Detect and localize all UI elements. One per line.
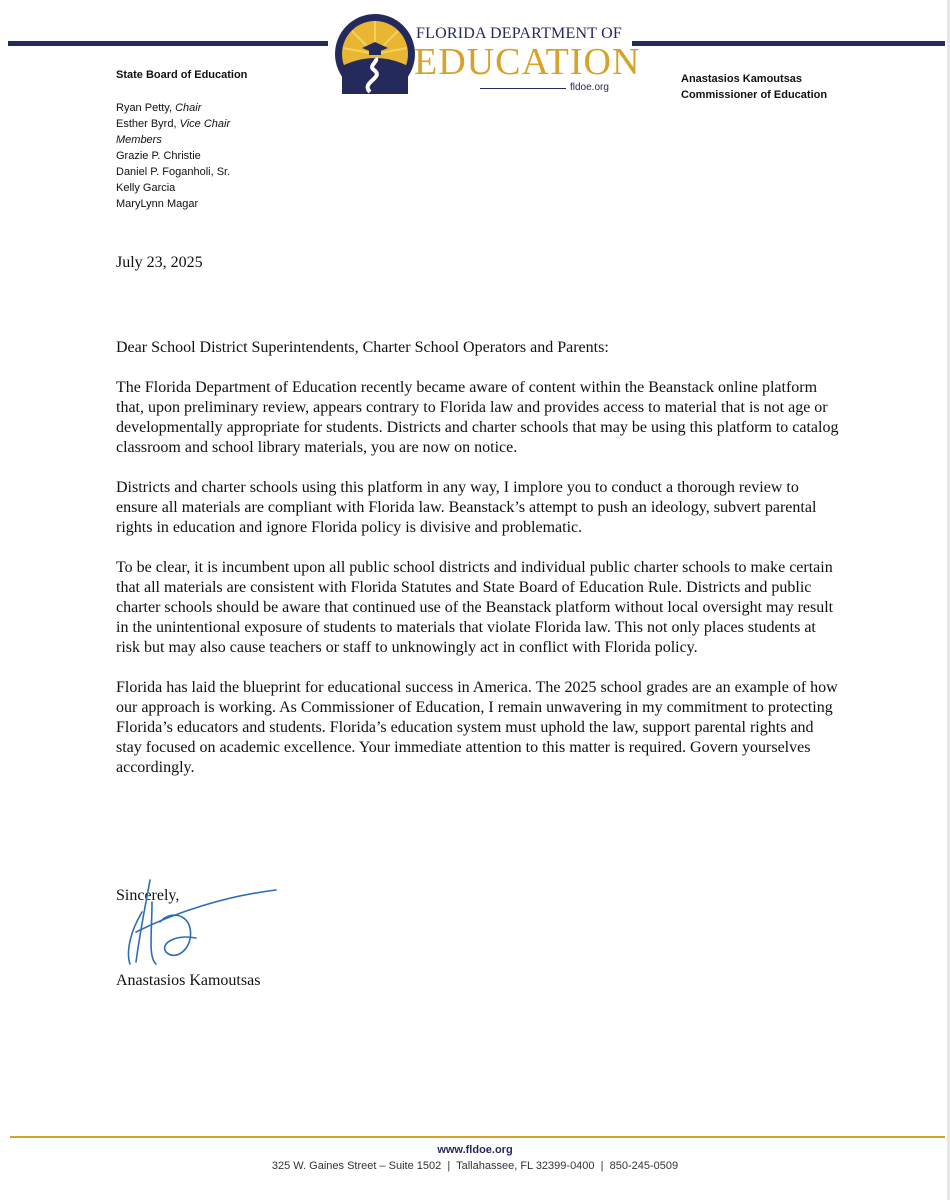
board-member: MaryLynn Magar	[116, 198, 199, 210]
logo-line2: EDUCATION	[414, 41, 641, 83]
paragraph: Florida has laid the blueprint for educational success in America. The 2025 school grades are an example of how our approach is working. As Commissioner of Education, I remain unwavering in my commitment to protecting Florida’s educators and students. Florida’s education system must uphold the law, support parental rights and stay focused on academic excellence. Your immediate attention to this matter is required. Govern yourselves accordingly.	[116, 679, 838, 776]
signer-name: Anastasios Kamoutsas	[116, 972, 261, 989]
chair-name: Ryan Petty,	[116, 102, 173, 114]
board-chair	[116, 100, 247, 116]
salutation: Dear School District Superintendents, Charter School Operators and Parents:	[116, 339, 609, 356]
paragraph: To be clear, it is incumbent upon all public school districts and individual public charter schools to make certain that all materials are consistent with Florida Statutes and State Board of Education Rule. Districts and public charter schools should be aware that continued use of the Beanstack platform without local oversight may result in the unintentional exposure of students to materials that violate Florida law. This not only places students at risk but may also cause teachers or staff to unknowingly act in conflict with Florida policy.	[116, 559, 834, 656]
header-bar-right	[632, 41, 945, 46]
footer-address: 325 W. Gaines Street – Suite 1502 | Tallahassee, FL 32399-0400 | 850-245-0509	[271, 1160, 679, 1172]
vice-chair-role: Vice Chair	[179, 118, 231, 130]
logo-rule	[480, 88, 566, 89]
members-label-text: Members	[116, 134, 162, 146]
chair-role: Chair	[175, 102, 202, 114]
board-member: Daniel P. Foganholi, Sr.	[116, 166, 231, 178]
footer-bar	[10, 1136, 945, 1138]
fldoe-logo	[330, 4, 641, 100]
commissioner-name: Anastasios Kamoutsas	[681, 73, 803, 85]
board-vice-chair	[116, 116, 247, 132]
logo-line1: FLORIDA DEPARTMENT OF	[416, 25, 622, 42]
commissioner-block	[681, 71, 827, 103]
commissioner-title: Commissioner of Education	[681, 89, 828, 101]
vice-chair-name: Esther Byrd,	[116, 118, 177, 130]
header-bar-left	[8, 41, 328, 46]
letter-date: July 23, 2025	[116, 254, 203, 271]
paragraph: The Florida Department of Education recently became aware of content within the Beanstack online platform that, upon preliminary review, appears contrary to Florida law and provides access to material that is not age or developmentally appropriate for students. Districts and charter schools that may be using this platform to catalog classroom and school library materials, you are now on notice.	[116, 379, 839, 456]
paragraph: Districts and charter schools using this platform in any way, I implore you to conduct a thorough review to ensure all materials are compliant with Florida law. Beanstack’s attempt to push an ideology, subvert parental rights in education and ignore Florida policy is divisive and problematic.	[116, 479, 817, 536]
signature-icon	[116, 872, 286, 972]
footer-url[interactable]: www.fldoe.org	[437, 1144, 513, 1156]
letter-body	[116, 338, 841, 798]
board-heading: State Board of Education	[116, 69, 248, 81]
closing: Sincerely,	[116, 887, 180, 904]
logo-url: fldoe.org	[570, 82, 609, 93]
board-member: Grazie P. Christie	[116, 150, 201, 162]
board-list	[116, 69, 247, 212]
logo-emblem-icon	[330, 4, 420, 100]
board-member: Kelly Garcia	[116, 182, 176, 194]
members-label	[116, 132, 247, 148]
